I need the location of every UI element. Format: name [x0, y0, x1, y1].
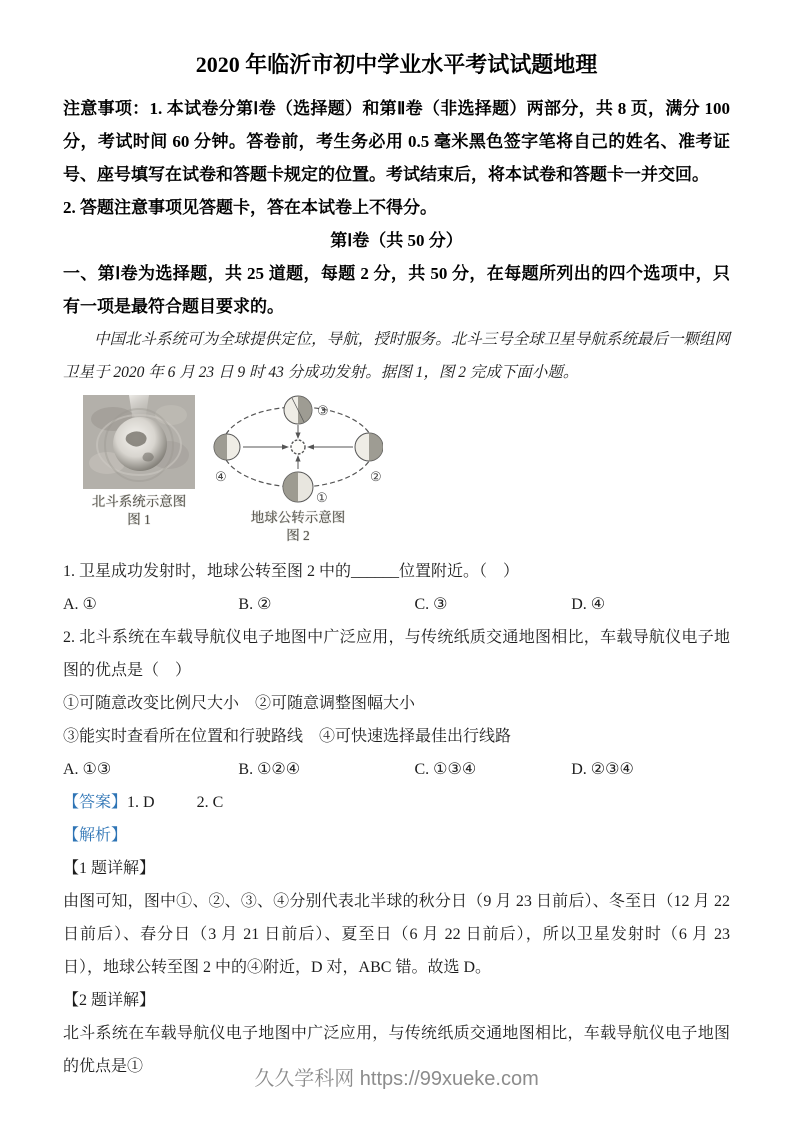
explanation-2-label: 【2 题详解】 [63, 992, 156, 1009]
earth-revolution-diagram [213, 395, 383, 505]
page-title: 2020 年临沂市初中学业水平考试试题地理 [195, 52, 598, 77]
q2-option-a: A. ①③ [63, 761, 112, 778]
question-1-text: 1. 卫星成功发射时，地球公转至图 2 中的______位置附近。（ ） [63, 563, 520, 580]
position-label-3: ③ [317, 403, 329, 418]
answer-2: 2. C [196, 794, 224, 811]
q2-option-c: C. ①③④ [414, 761, 477, 778]
sunlight-arrow-top [295, 433, 300, 440]
figures-row [63, 395, 730, 545]
part1-intro: 一、第Ⅰ卷为选择题，共 25 道题，每题 2 分，共 50 分，在每题所列出的四个选项中，只有一项是最符合题目要求的。 [63, 264, 730, 316]
sun-icon [291, 440, 305, 454]
watermark: 久久学科网 https://99xueke.com [254, 1068, 539, 1090]
earth-icon-right [355, 433, 383, 461]
earth-icon-top [284, 396, 312, 424]
q1-option-d: D. ④ [571, 596, 606, 613]
sunlight-arrow-bottom [295, 455, 300, 462]
notice-paragraph: 注意事项：1. 本试卷分第Ⅰ卷（选择题）和第Ⅱ卷（非选择题）两部分，共 8 页，满分 100 分，考试时间 60 分钟。答卷前，考生务必用 0.5 毫米黑色签字笔将自己的姓名、准考证号、座号填写在试卷和答题卡规定的位置。考试结束后，将本试卷和答题卡一并交回。 [63, 99, 730, 184]
question-2-items-line1: ①可随意改变比例尺大小 ②可随意调整图幅大小 [63, 695, 416, 712]
position-label-1: ① [316, 490, 328, 505]
sunlight-arrow-left [282, 444, 289, 449]
q1-option-c: C. ③ [414, 596, 448, 613]
figure-2-caption-text: 地球公转示意图 [250, 510, 346, 525]
q1-option-b: B. ② [238, 596, 272, 613]
figure-1-caption [83, 493, 195, 529]
figure-2-caption [213, 509, 383, 545]
sunlight-arrow-right [307, 444, 314, 449]
answer-1: 1. D [127, 794, 155, 811]
question-2-options [63, 753, 730, 786]
figure-2-number: 图 2 [286, 528, 310, 543]
question-2-text: 2. 北斗系统在车载导航仪电子地图中广泛应用，与传统纸质交通地图相比，车载导航仪电子地图的优点是（ ） [63, 629, 730, 679]
explanation-1-label: 【1 题详解】 [63, 860, 156, 877]
figure-1-beidou [83, 395, 195, 529]
q2-option-d: D. ②③④ [571, 761, 634, 778]
explanation-1-text: 由图可知，图中①、②、③、④分别代表北半球的秋分日（9 月 23 日前后）、冬至日（12 月 22 日前后）、春分日（3 月 21 日前后）、夏至日（6 月 22 日前后），所以卫星发射时（6 月 23 日），地球公转至图 2 中的④附近，D 对，ABC 错。故选 D。 [63, 893, 730, 976]
earth-icon-bottom [283, 472, 313, 502]
answer-line [63, 786, 730, 819]
position-label-4: ④ [215, 469, 227, 484]
notice-item-2: 2. 答题注意事项见答题卡，答在本试卷上不得分。 [63, 198, 437, 217]
reading-passage: 中国北斗系统可为全球提供定位，导航，授时服务。北斗三号全球卫星导航系统最后一颗组网卫星于 2020 年 6 月 23 日 9 时 43 分成功发射。据图 1，图 2 完成下面小题。 [63, 331, 730, 381]
figure-2-revolution [213, 395, 383, 545]
q1-option-a: A. ① [63, 596, 97, 613]
figure-1-caption-text: 北斗系统示意图 [91, 494, 187, 509]
answer-label: 【答案】 [63, 794, 128, 811]
analysis-label: 【解析】 [63, 827, 128, 844]
figure-1-number: 图 1 [127, 512, 151, 527]
question-2-items-line2: ③能实时查看所在位置和行驶路线 ④可快速选择最佳出行线路 [63, 728, 512, 745]
earth-icon-left [214, 434, 240, 460]
position-label-2: ② [370, 469, 382, 484]
q2-option-b: B. ①②④ [238, 761, 301, 778]
question-1-options [63, 588, 730, 621]
beidou-system-image [83, 395, 195, 489]
part1-heading: 第Ⅰ卷（共 50 分） [330, 231, 463, 250]
explanation-2-text: 北斗系统在车载导航仪电子地图中广泛应用，与传统纸质交通地图相比，车载导航仪电子地图的优点是① [63, 1025, 730, 1075]
